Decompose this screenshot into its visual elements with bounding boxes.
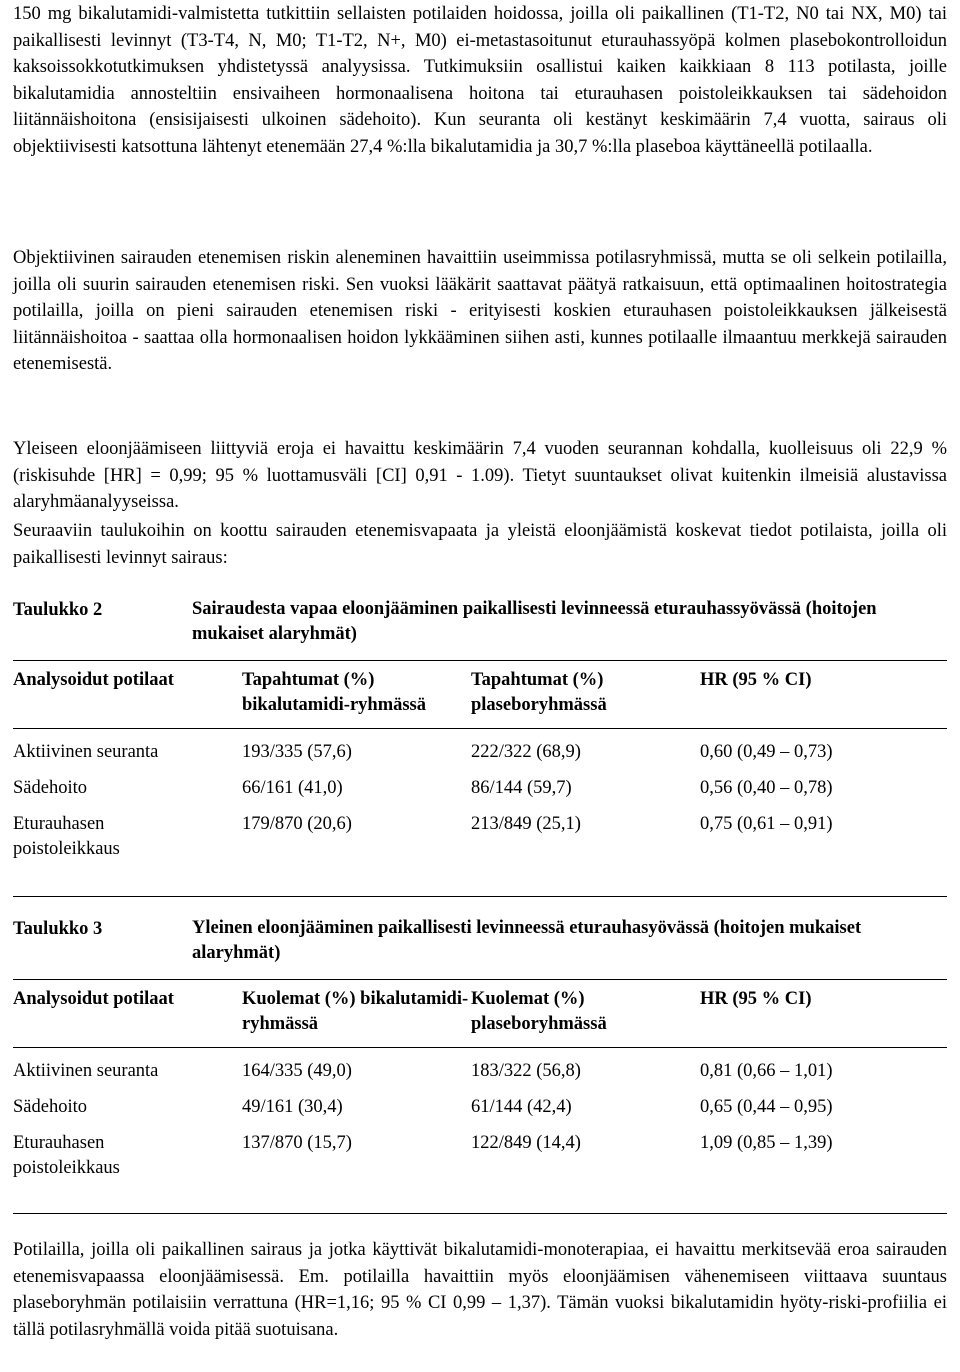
table-row — [13, 1048, 947, 1084]
paragraph-table-intro: Seuraaviin taulukoihin on koottu sairauden etenemisvapaata ja yleistä eloonjäämistä koskevat tiedot potilaista, joilla oli paikallisesti levinnyt sairaus: — [13, 521, 947, 568]
table2-top-rule — [13, 660, 947, 661]
table3 — [13, 987, 947, 1181]
table2-label: Taulukko 2 — [13, 600, 103, 620]
table3-cell: 122/849 (14,4) — [471, 1133, 581, 1153]
table2-cell: 66/161 (41,0) — [242, 778, 343, 798]
table2-header-cell: HR (95 % CI) — [700, 670, 812, 690]
table3-cell: 164/335 (49,0) — [242, 1061, 352, 1081]
paragraph-risk-reduction: Objektiivinen sairauden etenemisen riskin aleneminen havaittiin useimmissa potilasryhmissä, mutta se oli selkein potilailla, joilla oli suurin sairauden etenemisen riski. Sen vuoksi lääkärit saattavat päätyä ratkaisuun, että optimaalinen hoitostrategia potilailla, joilla on pieni sairauden etenemisen riski - erityisesti koskien eturauhasen poistoleikkauksen jälkeisestä liitännäishoitoa - saattaa olla hormonaalisen hoidon lykkääminen siihen asti, kunnes potilaalle ilmaantuu merkkejä sairauden etenemisestä. — [13, 248, 947, 374]
table2-cell: 222/322 (68,9) — [471, 742, 581, 762]
table2-cell: 0,75 (0,61 – 0,91) — [700, 814, 833, 834]
table3-header-cell: Analysoidut potilaat — [13, 989, 174, 1009]
table2-header-cell: Tapahtumat (%) bikalutamidi-ryhmässä — [242, 670, 427, 715]
table3-cell: Eturauhasen poistoleikkaus — [13, 1133, 120, 1178]
table3-cell: 61/144 (42,4) — [471, 1097, 572, 1117]
table3-header-cell: HR (95 % CI) — [700, 989, 812, 1009]
table3-cell: 0,81 (0,66 – 1,01) — [700, 1061, 833, 1081]
table-row — [13, 1084, 947, 1120]
table3-cell: 137/870 (15,7) — [242, 1133, 352, 1153]
table3-header-cell: Kuolemat (%) plaseboryhmässä — [471, 989, 607, 1034]
paragraph-overall-survival: Yleiseen eloonjäämiseen liittyviä eroja ei havaittu keskimäärin 7,4 vuoden seurannan kohdalla, kuolleisuus oli 22,9 % (riskisuhde [HR] = 0,99; 95 % luottamusväli [CI] 0,91 - 1.09). Tietyt suuntaukset olivat kuitenkin ilmeisiä alustavissa alaryhmäanalyyseissa. — [13, 439, 947, 512]
table3-caption: Yleinen eloonjääminen paikallisesti levinneessä eturauhasyövässä (hoitojen mukaiset alaryhmät) — [192, 918, 862, 963]
table2-cell: Sädehoito — [13, 778, 87, 798]
table3-label: Taulukko 3 — [13, 919, 103, 939]
paragraph-study-description: 150 mg bikalutamidi-valmistetta tutkittiin sellaisten potilaiden hoidossa, joilla oli paikallinen (T1-T2, N0 tai NX, M0) tai paikallisesti levinnyt (T3-T4, N, M0; T1-T2, N+, M0) ei-metastasoitunut eturauhassyöpä kolmen plasebokontrolloidun kaksoissokkotutkimuksen yhdistetyssä analyysissa. Tutkimuksiin osallistui kaiken kaikkiaan 8 113 potilasta, joille bikalutamidia annosteltiin ensivaiheen hormonaalisena hoitona tai eturauhasen poistoleikkauksen tai sädehoidon liitännäishoitona (ensisijaisesti ulkoinen sädehoito). Kun seuranta oli kestänyt keskimäärin 7,4 vuotta, sairaus oli objektiivisesti katsottuna lähtenyt etenemään 27,4 %:lla bikalutamidia ja 30,7 %:lla plaseboa käyttäneellä potilaalla. — [13, 4, 947, 157]
table2-cell: 0,60 (0,49 – 0,73) — [700, 742, 833, 762]
table3-cell: 0,65 (0,44 – 0,95) — [700, 1097, 833, 1117]
table3-bottom-rule — [13, 1213, 947, 1214]
table3-top-rule — [13, 979, 947, 980]
table-row — [13, 801, 947, 862]
table3-cell: Sädehoito — [13, 1097, 87, 1117]
table3-cell: 49/161 (30,4) — [242, 1097, 343, 1117]
table2-bottom-rule — [13, 896, 947, 897]
table2-cell: 213/849 (25,1) — [471, 814, 581, 834]
table2-cell: 86/144 (59,7) — [471, 778, 572, 798]
table2-cell: Aktiivinen seuranta — [13, 742, 159, 762]
table3-header-cell: Kuolemat (%) bikalutamidi-ryhmässä — [242, 989, 469, 1034]
table2-header-cell: Tapahtumat (%) plaseboryhmässä — [471, 670, 607, 715]
table2-cell: 0,56 (0,40 – 0,78) — [700, 778, 833, 798]
table2-header-cell: Analysoidut potilaat — [13, 670, 174, 690]
table-row — [13, 729, 947, 765]
table2 — [13, 668, 947, 862]
table2-caption: Sairaudesta vapaa eloonjääminen paikallisesti levinneessä eturauhassyövässä (hoitojen mukaiset alaryhmät) — [192, 599, 877, 644]
table2-cell: 179/870 (20,6) — [242, 814, 352, 834]
table3-header-row — [13, 987, 947, 1037]
table3-cell: 183/322 (56,8) — [471, 1061, 581, 1081]
table3-cell: 1,09 (0,85 – 1,39) — [700, 1133, 833, 1153]
table-row — [13, 765, 947, 801]
table2-header-row — [13, 668, 947, 718]
table3-cell: Aktiivinen seuranta — [13, 1061, 159, 1081]
table-row — [13, 1120, 947, 1181]
paragraph-local-disease: Potilailla, joilla oli paikallinen sairaus ja jotka käyttivät bikalutamidi-monoterapiaa, ei havaittu merkitsevää eroa sairauden etenemisvapaassa eloonjäämisessä. Em. potilailla havaittiin myös eloonjäämisen vähenemiseen viittaava suuntaus plaseboryhmän potilaisiin verrattuna (HR=1,16; 95 % CI 0,99 – 1,37). Tämän vuoksi bikalutamidin hyöty-riski-profiilia ei tällä potilasryhmällä voida pitää suotuisana. — [13, 1240, 947, 1340]
table2-cell: Eturauhasen poistoleikkaus — [13, 814, 120, 859]
table2-cell: 193/335 (57,6) — [242, 742, 352, 762]
